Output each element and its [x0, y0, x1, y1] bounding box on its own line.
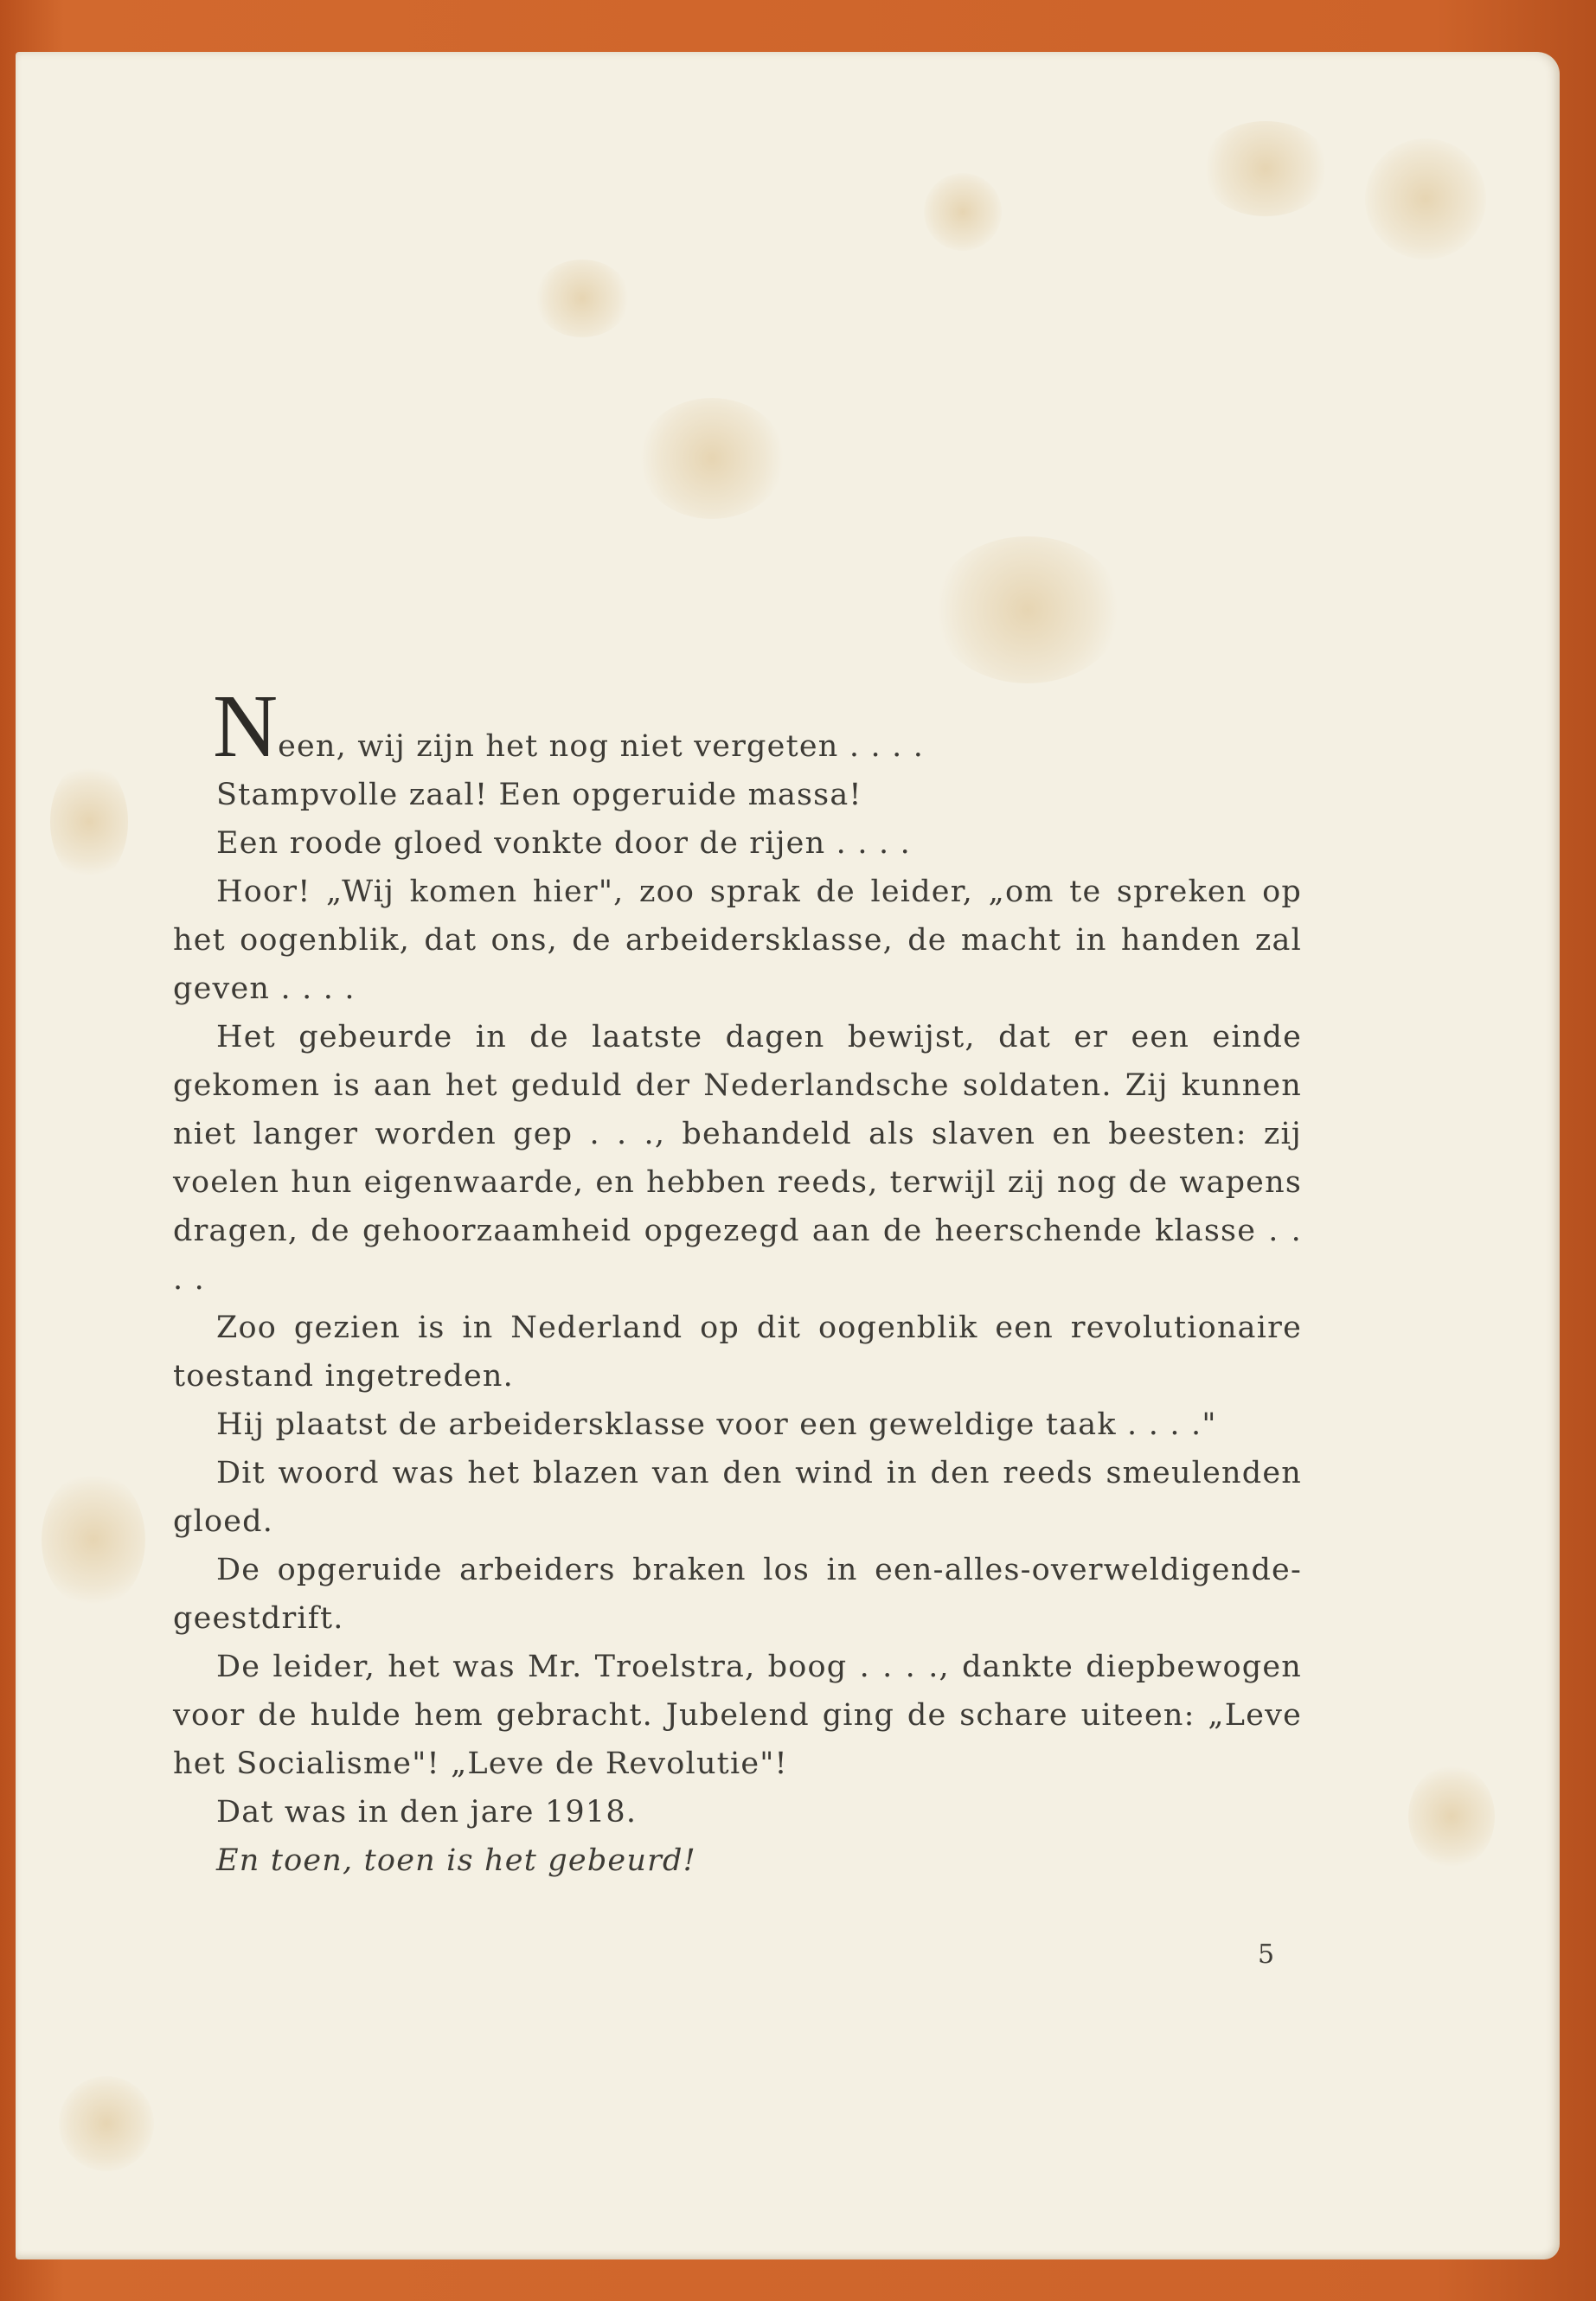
foxing-stain [638, 398, 785, 519]
foxing-stain [1365, 138, 1486, 260]
opening-line: een, wij zijn het nog niet vergeten . . . . [278, 729, 925, 764]
drop-cap: N [213, 676, 279, 776]
body-text [173, 676, 1302, 1885]
foxing-stain [535, 260, 630, 337]
closing-italic-line: En toen, toen is het gebeurd! [216, 1843, 696, 1878]
paragraph: Dat was in den jare 1918. [216, 1795, 638, 1830]
foxing-stain [1201, 121, 1330, 216]
paragraph: Stampvolle zaal! Een opgeruide massa! [216, 778, 862, 812]
paragraph: De leider, het was Mr. Troelstra, boog . . . ., dankte diepbewogen voor de hulde hem gebracht. Jubelend ging de schare uiteen: „Leve het Socialisme"! „Leve de Revolutie"! [173, 1650, 1302, 1781]
paragraph: Hoor! „Wij komen hier", zoo sprak de leider, „om te spreken op het oogenblik, dat ons, de arbeidersklasse, de macht in handen zal geven . . . . [173, 875, 1302, 1006]
foxing-stain [59, 2076, 154, 2171]
foxing-stain [50, 761, 128, 882]
paragraph: Zoo gezien is in Nederland op dit oogenblik een revolutionaire toestand ingetreden. [173, 1311, 1302, 1394]
foxing-stain [42, 1471, 145, 1609]
paragraph: Een roode gloed vonkte door de rijen . . . . [216, 826, 911, 861]
paragraph: Dit woord was het blazen van den wind in den reeds smeulenden gloed. [173, 1456, 1302, 1539]
book-page [16, 52, 1560, 2259]
paragraph: Het gebeurde in de laatste dagen bewijst, dat er een einde gekomen is aan het geduld der Nederlandsche soldaten. Zij kunnen niet langer worden gep . . ., behandeld als slaven en beesten: zij voelen hun eigenwaarde, en hebben reeds, terwijl zij nog de wapens dragen, de gehoorzaamheid opgezegd aan de heerschende klasse . . . . [173, 1020, 1302, 1297]
paragraph: Hij plaatst de arbeidersklasse voor een geweldige taak . . . ." [216, 1407, 1217, 1442]
page-number: 5 [1258, 1939, 1275, 1970]
paragraph: De opgeruide arbeiders braken los in een-alles-overweldigende-geestdrift. [173, 1553, 1302, 1636]
foxing-stain [933, 536, 1123, 683]
foxing-stain [1408, 1765, 1495, 1868]
foxing-stain [924, 173, 1002, 251]
opening-paragraph [173, 676, 1302, 776]
